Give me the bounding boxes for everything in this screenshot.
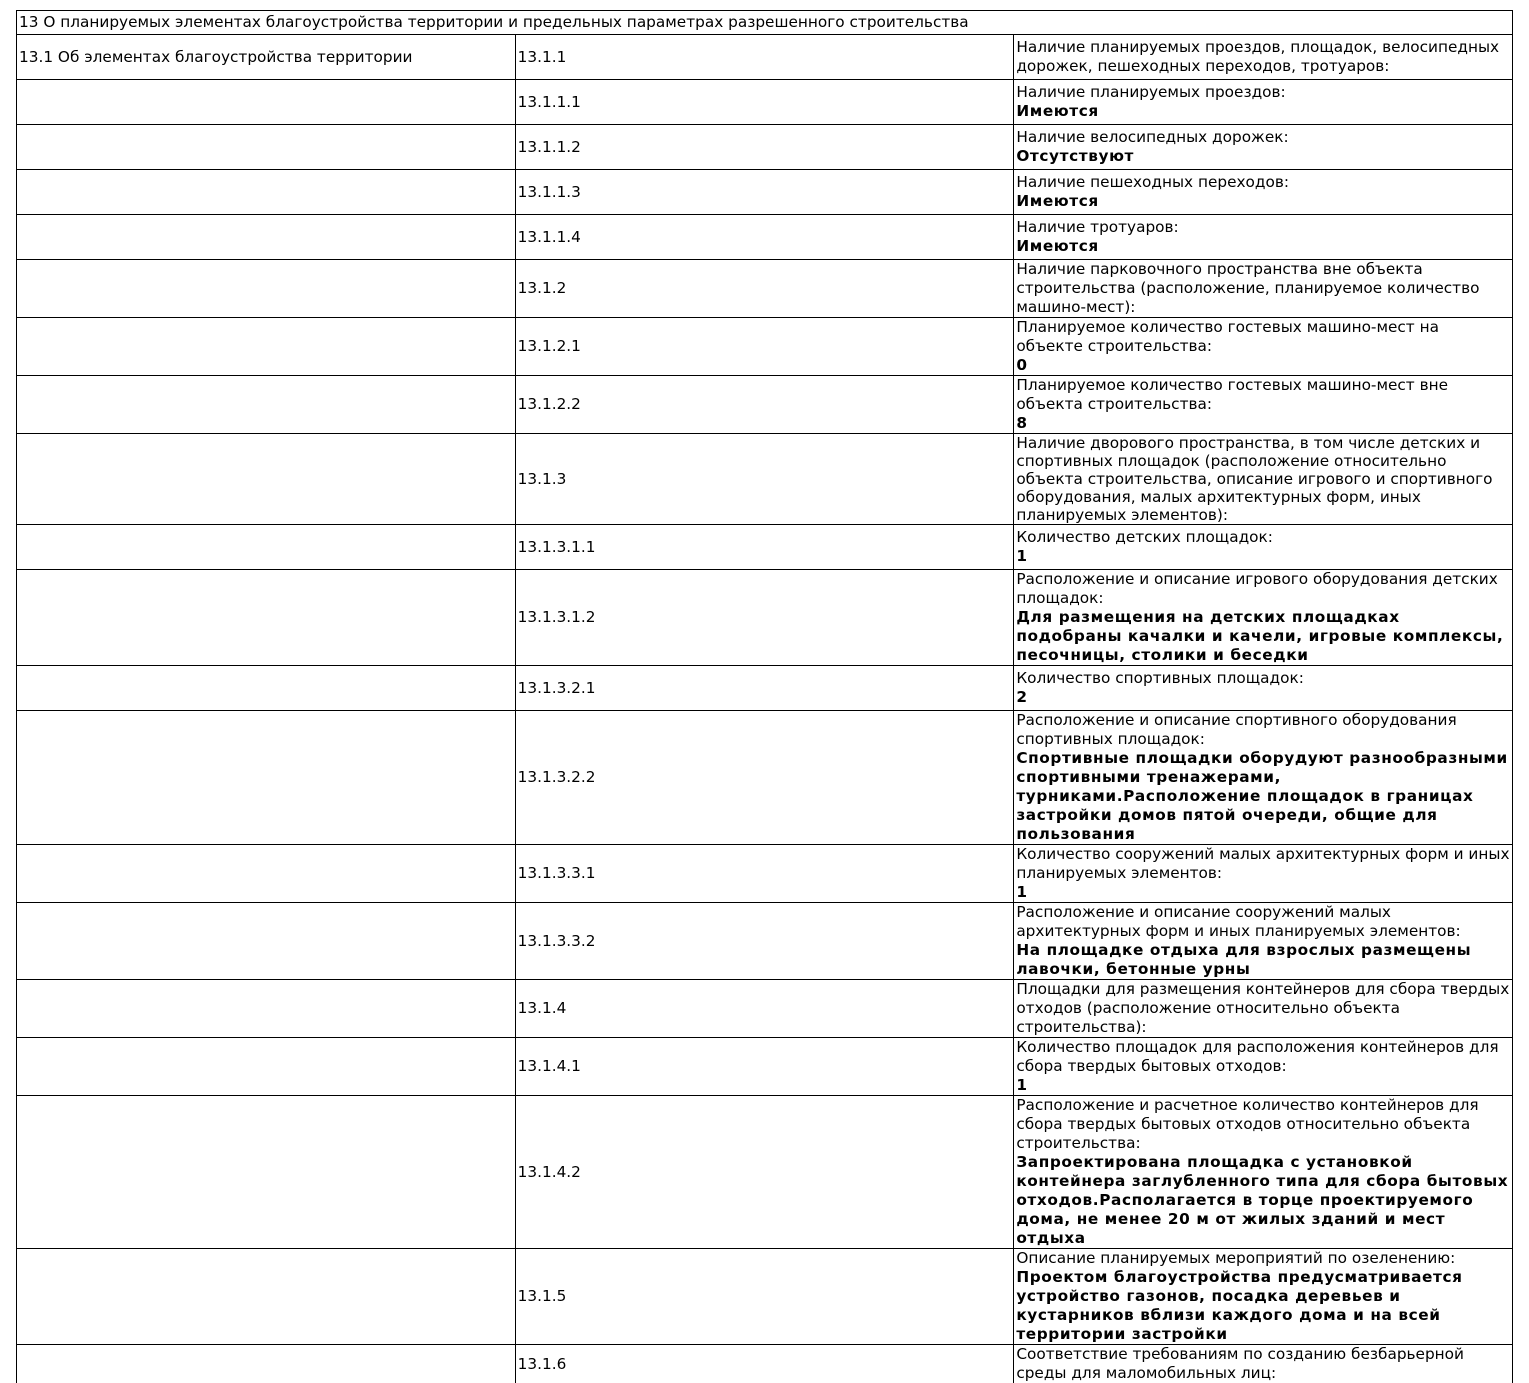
empty-cell (17, 666, 516, 711)
row-value: Имеются (1016, 192, 1510, 211)
table-row (17, 525, 1513, 570)
row-number: 13.1.3 (515, 434, 1014, 525)
row-label: Расположение и описание игрового оборудования детских площадок: (1016, 570, 1510, 608)
row-content (1014, 1249, 1513, 1345)
row-value: 0 (1016, 356, 1510, 375)
row-number: 13.1.4.1 (515, 1038, 1014, 1096)
row-value: Проектом благоустройства предусматривается устройство газонов, посадка деревьев и кустарников вблизи каждого дома и на всей территории застройки (1016, 1268, 1510, 1344)
empty-cell (17, 570, 516, 666)
row-number: 13.1.1.3 (515, 170, 1014, 215)
row-content (1014, 1038, 1513, 1096)
empty-cell (17, 125, 516, 170)
row-number: 13.1.3.1.1 (515, 525, 1014, 570)
table-row (17, 570, 1513, 666)
row-label: Расположение и описание сооружений малых архитектурных форм и иных планируемых элементов: (1016, 903, 1510, 941)
row-label: Количество сооружений малых архитектурных форм и иных планируемых элементов: (1016, 845, 1510, 883)
row-label: Наличие тротуаров: (1016, 218, 1510, 237)
empty-cell (17, 1096, 516, 1249)
row-number: 13.1.2.2 (515, 376, 1014, 434)
table-row (17, 980, 1513, 1038)
empty-cell (17, 215, 516, 260)
row-value: 1 (1016, 883, 1510, 902)
table-row (17, 845, 1513, 903)
row-number: 13.1.4 (515, 980, 1014, 1038)
row-content (1014, 80, 1513, 125)
row-value: Для размещения на детских площадках подобраны качалки и качели, игровые комплексы, песочницы, столики и беседки (1016, 608, 1510, 665)
row-value: Имеются (1016, 102, 1510, 121)
empty-cell (17, 376, 516, 434)
row-content (1014, 434, 1513, 525)
table-row (17, 666, 1513, 711)
row-label: Расположение и описание спортивного оборудования спортивных площадок: (1016, 711, 1510, 749)
row-content (1014, 125, 1513, 170)
declaration-document (16, 10, 1513, 1383)
row-number: 13.1.4.2 (515, 1096, 1014, 1249)
row-content (1014, 525, 1513, 570)
row-number: 13.1.3.1.2 (515, 570, 1014, 666)
row-value: 1 (1016, 547, 1510, 566)
row-number: 13.1.1 (515, 35, 1014, 80)
row-label: Расположение и расчетное количество контейнеров для сбора твердых бытовых отходов относительно объекта строительства: (1016, 1096, 1510, 1153)
row-content (1014, 980, 1513, 1038)
section-header-row (17, 11, 1513, 35)
table-row (17, 260, 1513, 318)
empty-cell (17, 80, 516, 125)
row-label: Площадки для размещения контейнеров для сбора твердых отходов (расположение относительно объекта строительства): (1016, 980, 1510, 1037)
row-value: 1 (1016, 1076, 1510, 1095)
section-title: 13 О планируемых элементах благоустройства территории и предельных параметрах разрешенного строительства (17, 11, 1513, 35)
row-content (1014, 260, 1513, 318)
row-number: 13.1.5 (515, 1249, 1014, 1345)
row-label: Количество площадок для расположения контейнеров для сбора твердых бытовых отходов: (1016, 1038, 1510, 1076)
empty-cell (17, 318, 516, 376)
table-row (17, 215, 1513, 260)
row-number: 13.1.2 (515, 260, 1014, 318)
row-number: 13.1.6 (515, 1345, 1014, 1383)
table-row (17, 318, 1513, 376)
row-number: 13.1.1.4 (515, 215, 1014, 260)
subsection-title: 13.1 Об элементах благоустройства территории (17, 35, 516, 80)
row-label: Описание планируемых мероприятий по озеленению: (1016, 1249, 1510, 1268)
table-row (17, 35, 1513, 80)
row-number: 13.1.1.2 (515, 125, 1014, 170)
row-label: Планируемое количество гостевых машино-мест на объекте строительства: (1016, 318, 1510, 356)
table-row (17, 711, 1513, 845)
table-row (17, 903, 1513, 980)
landscaping-table (16, 10, 1513, 1383)
empty-cell (17, 434, 516, 525)
empty-cell (17, 1249, 516, 1345)
row-content (1014, 35, 1513, 80)
empty-cell (17, 845, 516, 903)
empty-cell (17, 170, 516, 215)
row-number: 13.1.3.2.1 (515, 666, 1014, 711)
row-label: Наличие велосипедных дорожек: (1016, 128, 1510, 147)
table-row (17, 1038, 1513, 1096)
row-number: 13.1.2.1 (515, 318, 1014, 376)
table-row (17, 1096, 1513, 1249)
row-number: 13.1.3.3.1 (515, 845, 1014, 903)
row-number: 13.1.3.3.2 (515, 903, 1014, 980)
row-content (1014, 376, 1513, 434)
row-value: 8 (1016, 414, 1510, 433)
row-value: Имеются (1016, 237, 1510, 256)
row-content (1014, 170, 1513, 215)
row-label: Наличие парковочного пространства вне объекта строительства (расположение, планируемое количество машино-мест): (1016, 260, 1510, 317)
row-label: Наличие планируемых проездов, площадок, велосипедных дорожек, пешеходных переходов, тротуаров: (1016, 38, 1510, 76)
row-number: 13.1.3.2.2 (515, 711, 1014, 845)
table-row (17, 1249, 1513, 1345)
row-content (1014, 711, 1513, 845)
row-number: 13.1.1.1 (515, 80, 1014, 125)
empty-cell (17, 1345, 516, 1383)
row-label: Количество детских площадок: (1016, 528, 1510, 547)
row-label: Наличие пешеходных переходов: (1016, 173, 1510, 192)
row-content (1014, 1096, 1513, 1249)
table-row (17, 376, 1513, 434)
row-content (1014, 845, 1513, 903)
row-content (1014, 215, 1513, 260)
empty-cell (17, 1038, 516, 1096)
row-value: На площадке отдыха для взрослых размещены лавочки, бетонные урны (1016, 941, 1510, 979)
row-content (1014, 1345, 1513, 1383)
empty-cell (17, 903, 516, 980)
row-value: Запроектирована площадка с установкой контейнера заглубленного типа для сбора бытовых отходов.Располагается в торце проектируемого дома, не менее 20 м от жилых зданий и мест отдыха (1016, 1153, 1510, 1248)
row-content (1014, 570, 1513, 666)
row-label: Наличие планируемых проездов: (1016, 83, 1510, 102)
table-row (17, 170, 1513, 215)
empty-cell (17, 711, 516, 845)
row-value: Отсутствуют (1016, 147, 1510, 166)
empty-cell (17, 260, 516, 318)
row-label: Количество спортивных площадок: (1016, 669, 1510, 688)
table-row (17, 125, 1513, 170)
empty-cell (17, 525, 516, 570)
row-label: Планируемое количество гостевых машино-мест вне объекта строительства: (1016, 376, 1510, 414)
table-row (17, 1345, 1513, 1383)
row-value: 2 (1016, 688, 1510, 707)
row-content (1014, 666, 1513, 711)
table-row (17, 434, 1513, 525)
row-value: Спортивные площадки оборудуют разнообразными спортивными тренажерами, турниками.Расположение площадок в границах застройки домов пятой очереди, общие для пользования (1016, 749, 1510, 844)
row-content (1014, 903, 1513, 980)
table-row (17, 80, 1513, 125)
empty-cell (17, 980, 516, 1038)
row-label: Наличие дворового пространства, в том числе детских и спортивных площадок (расположение относительно объекта строительства, описание игрового и спортивного оборудования, малых архитектурных форм, иных планируемых элементов): (1016, 434, 1510, 524)
row-label: Соответствие требованиям по созданию безбарьерной среды для маломобильных лиц: (1016, 1345, 1510, 1383)
row-content (1014, 318, 1513, 376)
